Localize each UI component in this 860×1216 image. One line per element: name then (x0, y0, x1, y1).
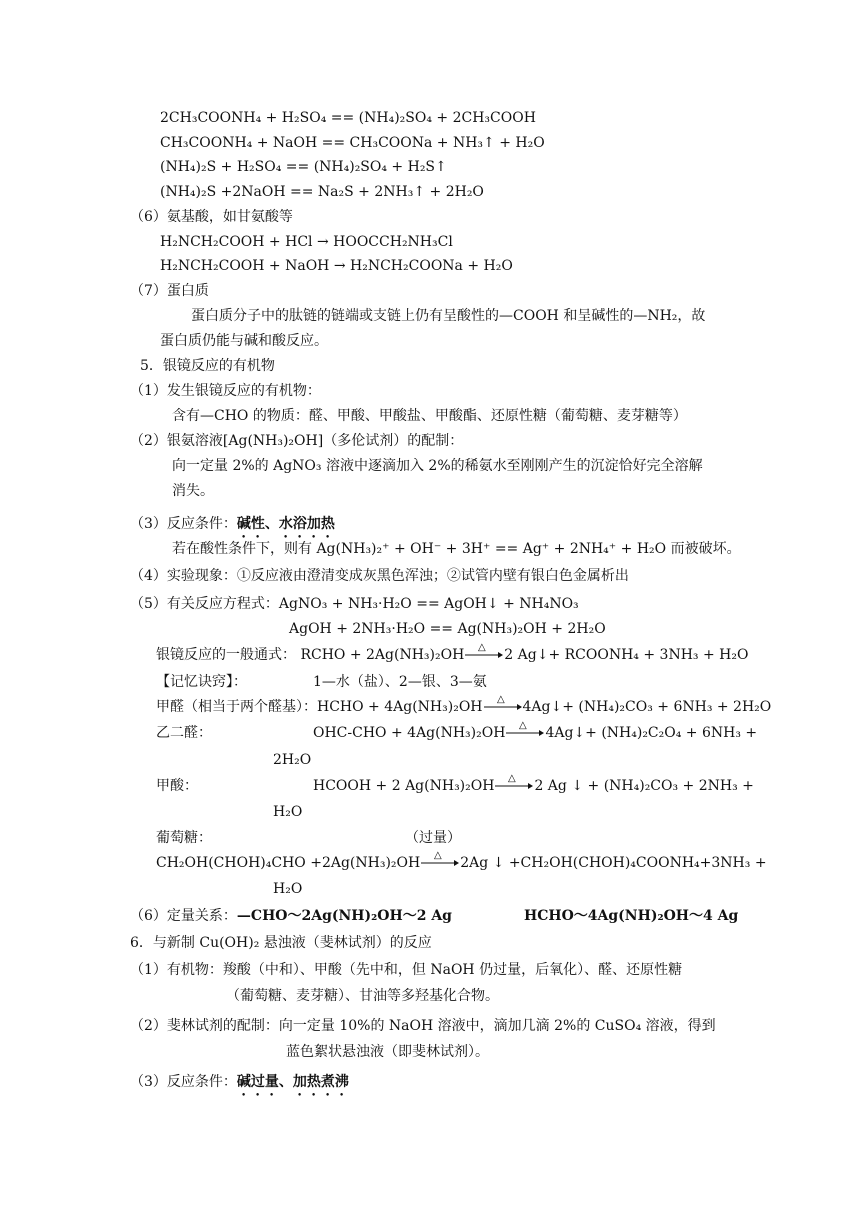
heat-arrow-icon (421, 850, 459, 870)
heat-symbol: △ (519, 720, 528, 731)
label-text: 葡萄糖： (156, 830, 212, 846)
section-heading (130, 1072, 349, 1099)
mnemonic-text: 1—水（盐）、2—银、3—氨 (313, 674, 487, 690)
equation-continuation: 2H₂O (273, 752, 312, 768)
section-heading: （7）蛋白质 (130, 283, 209, 299)
heat-arrow-icon (495, 773, 533, 793)
heat-symbol: △ (496, 694, 505, 705)
quantity-relation: HCHO～4Ag(NH)₂OH～4 Ag (524, 908, 739, 924)
paragraph-line: 若在酸性条件下，则有 Ag(NH₃)₂⁺ + OH⁻ + 3H⁺ == Ag⁺ + 2NH₄⁺ + H₂O 而被破坏。 (172, 541, 741, 557)
equation-line: H₂NCH₂COOH + HCl → HOOCCH₂NH₃Cl (160, 234, 453, 250)
section-heading: （1）发生银镜反应的有机物： (130, 383, 321, 399)
section-heading: （1）有机物：羧酸（中和）、甲酸（先中和，但 NaOH 仍过量，后氧化）、醛、还原性糖 (130, 962, 683, 978)
quantity-relation: —CHO～2Ag(NH)₂OH～2 Ag (236, 908, 452, 924)
section-title: 6．与新制 Cu(OH)₂ 悬浊液（斐林试剂）的反应 (130, 935, 432, 951)
paragraph-line: 蛋白质仍能与碱和酸反应。 (160, 333, 328, 349)
section-title: 5．银镜反应的有机物 (140, 358, 275, 374)
label-text: 乙二醛： (156, 725, 212, 741)
heading-label: （3）反应条件： (130, 1074, 237, 1090)
section-heading: （4）实验现象：①反应液由澄清变成灰黑色浑浊；②试管内壁有银白色金属析出 (130, 568, 629, 584)
section-heading (130, 514, 335, 541)
equation-line: 2CH₃COONH₄ + H₂SO₄ == (NH₄)₂SO₄ + 2CH₃COOH (160, 110, 536, 126)
equation-line: AgOH + 2NH₃·H₂O == Ag(NH₃)₂OH + 2H₂O (289, 621, 606, 637)
equation-line: H₂NCH₂COOH + NaOH → H₂NCH₂COONa + H₂O (160, 258, 513, 274)
equation-line (313, 720, 758, 743)
section-heading: （2）银氨溶液[Ag(NH₃)₂OH]（多伦试剂）的配制： (130, 433, 464, 449)
equation-left: 甲醛（相当于两个醛基）：HCHO + 4Ag(NH₃)₂OH (156, 699, 483, 715)
heat-symbol: △ (434, 850, 442, 861)
equation-line: (NH₄)₂S + H₂SO₄ == (NH₄)₂SO₄ + H₂S↑ (160, 159, 447, 175)
equation-left: HCOOH + 2 Ag(NH₃)₂OH (313, 778, 495, 794)
paragraph-line: 向一定量 2%的 AgNO₃ 溶液中逐滴加入 2%的稀氨水至刚刚产生的沉淀恰好完全溶解 (172, 458, 703, 474)
paragraph-line: （葡萄糖、麦芽糖）、甘油等多羟基化合物。 (226, 988, 499, 1004)
section-heading: （2）斐林试剂的配制：向一定量 10%的 NaOH 溶液中，滴加几滴 2%的 CuSO₄ 溶液，得到 (130, 1018, 716, 1034)
equation-continuation: H₂O (273, 804, 303, 820)
equation-left: CH₂OH(CHOH)₄CHO +2Ag(NH₃)₂OH (156, 855, 421, 871)
heat-arrow-icon (484, 694, 522, 714)
equation-line (313, 773, 754, 796)
mnemonic-label: 【记忆诀窍】： (156, 674, 247, 690)
paragraph-line: 蛋白质分子中的肽链的链端或支链上仍有呈酸性的—COOH 和呈碱性的—NH₂，故 (191, 308, 706, 324)
paragraph-line: 含有—CHO 的物质：醛、甲酸、甲酸盐、甲酸酯、还原性糖（葡萄糖、麦芽糖等） (172, 408, 687, 424)
equation-line: (NH₄)₂S +2NaOH == Na₂S + 2NH₃↑ + 2H₂O (160, 184, 484, 200)
heat-arrow-icon (506, 720, 544, 740)
heat-symbol: △ (508, 773, 517, 784)
equation-line: CH₃COONH₄ + NaOH == CH₃COONa + NH₃↑ + H₂O (160, 135, 545, 151)
equation-right: 4Ag↓+ (NH₄)₂C₂O₄ + 6NH₃ + (545, 725, 758, 741)
paragraph-line: 蓝色絮状悬浊液（即斐林试剂）。 (286, 1044, 489, 1060)
equation-line (156, 850, 767, 873)
paragraph-line: 消失。 (172, 483, 214, 499)
emphasis-text: 碱性、水浴加热 (236, 516, 335, 532)
heat-symbol: △ (478, 642, 486, 653)
equation-right: 2Ag ↓ +CH₂OH(CHOH)₄COONH₄+3NH₃ + (460, 855, 767, 871)
heading-label: （6）定量关系： (130, 908, 237, 924)
annotation-text: （过量） (405, 830, 461, 846)
equation-line (156, 642, 749, 665)
equation-left: OHC-CHO + 4Ag(NH₃)₂OH (313, 725, 506, 741)
label-text: 甲酸： (156, 778, 198, 794)
section-heading (130, 906, 452, 926)
heat-arrow-icon (465, 642, 503, 662)
emphasis-text: 碱过量、加热煮沸 (236, 1074, 349, 1090)
section-heading: （6）氨基酸，如甘氨酸等 (130, 209, 293, 225)
heading-label: （3）反应条件： (130, 516, 237, 532)
equation-right: 4Ag↓+ (NH₄)₂CO₃ + 6NH₃ + 2H₂O (522, 699, 772, 715)
equation-line: （5）有关反应方程式：AgNO₃ + NH₃·H₂O == AgOH↓ + NH₄NO₃ (130, 596, 579, 612)
equation-left: 银镜反应的一般通式： RCHO + 2Ag(NH₃)₂OH (156, 647, 465, 663)
equation-continuation: H₂O (273, 881, 303, 897)
equation-line (156, 694, 772, 717)
equation-right: 2 Ag ↓ + (NH₄)₂CO₃ + 2NH₃ + (534, 778, 754, 794)
equation-right: 2 Ag↓+ RCOONH₄ + 3NH₃ + H₂O (504, 647, 749, 663)
